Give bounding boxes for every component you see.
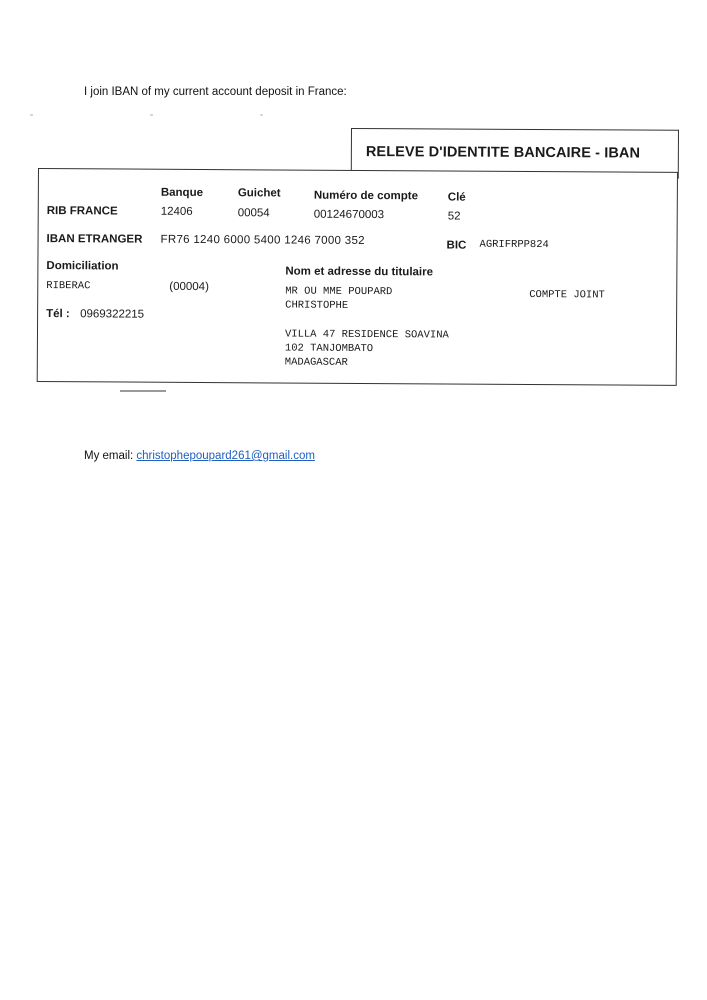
address-line-2: 102 TANJOMBATO [284,342,374,356]
iban-label: IBAN ETRANGER [46,233,143,246]
scan-artifact [120,390,166,392]
banque-value: 12406 [160,205,193,218]
email-link[interactable]: christophepoupard261@gmail.com [136,450,315,462]
header-cle: Clé [447,191,466,204]
iban-value: FR76 1240 6000 5400 1246 7000 352 [160,233,365,247]
compte-type: COMPTE JOINT [529,289,605,302]
guichet-value: 00054 [237,207,270,220]
rib-title: RELEVE D'IDENTITE BANCAIRE - IBAN [365,144,641,162]
email-line [84,450,315,462]
scan-artifact [30,114,33,116]
tel-value: 0969322215 [80,308,145,321]
titulaire-line-1: MR OU MME POUPARD [285,285,393,299]
scan-artifact [260,114,263,116]
domiciliation-value: RIBERAC [46,280,91,293]
domiciliation-label: Domiciliation [46,260,119,273]
numero-compte-value: 00124670003 [313,208,385,222]
scan-artifact [150,114,153,116]
titulaire-label: Nom et adresse du titulaire [285,265,434,279]
header-guichet: Guichet [237,187,281,200]
tel-label: Tél : [46,308,70,321]
bic-value: AGRIFRPP824 [479,238,549,252]
domiciliation-code: (00004) [169,280,209,294]
email-label: My email: [84,450,137,462]
header-numero-compte: Numéro de compte [313,189,419,203]
rib-scan [0,0,707,400]
address-line-3: MADAGASCAR [284,356,348,369]
header-banque: Banque [160,186,204,200]
titulaire-line-2: CHRISTOPHE [285,299,349,312]
address-line-1: VILLA 47 RESIDENCE SOAVINA [284,328,449,342]
rib-card [37,168,678,386]
rib-france-label: RIB FRANCE [46,205,118,218]
bic-label: BIC [446,239,467,252]
cle-value: 52 [447,210,461,223]
intro-text: I join IBAN of my current account deposit in France: [84,86,347,98]
